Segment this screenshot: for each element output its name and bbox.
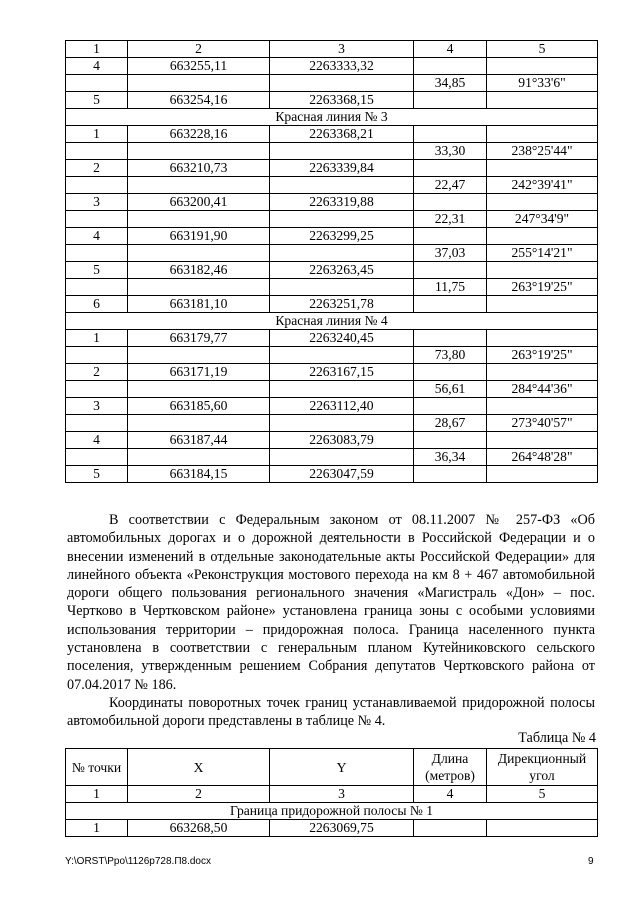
length-cell [414,398,487,415]
column-number: 4 [414,786,487,803]
header-point-number: № точки [66,749,128,786]
y-coordinate-cell: 2263112,40 [270,398,414,415]
y-coordinate-cell: 2263047,59 [270,466,414,483]
length-cell [414,194,487,211]
x-coordinate-cell: 663254,16 [128,92,270,109]
table-row [66,432,598,449]
segment-row [66,415,598,432]
length-cell [414,432,487,449]
x-coordinate-cell: 663268,50 [128,820,270,837]
length-cell: 56,61 [414,381,487,398]
direction-angle-cell [487,262,598,279]
length-cell [414,160,487,177]
table-row [66,820,598,837]
column-number: 5 [487,786,598,803]
column-number: 1 [66,786,128,803]
point-number-cell [66,75,128,92]
length-cell [414,92,487,109]
legal-basis-paragraph: В соответствии с Федеральным законом от 08.11.2007 № 257-ФЗ «Об автомобильных дорогах и о дорожной деятельности в Российской Федерации и о внесении изменений в отдельные законодательные акты Российской Федерации» для линейного объекта «Реконструкция мостового перехода на км 8 + 467 автомобильной дороги общего пользования регионального значения «Магистраль «Дон» – пос. Чертково в Чертковском районе» установлена граница зоны с особыми условиями использования территории – придорожная полоса. Граница населенного пункта установлена в соответствии с генеральным планом Кутейниковского сельского поселения, утвержденным решением Собрания депутатов Чертковского района от 07.04.2017 № 186. [67,512,595,693]
column-number: 3 [270,41,414,58]
point-number-cell: 3 [66,398,128,415]
point-number-cell: 1 [66,330,128,347]
x-coordinate-cell: 663255,11 [128,58,270,75]
x-coordinate-cell: 663181,10 [128,296,270,313]
direction-angle-cell [487,820,598,837]
table-row [66,262,598,279]
y-coordinate-cell: 2263263,45 [270,262,414,279]
direction-angle-cell: 91°33'6" [487,75,598,92]
x-coordinate-cell: 663228,16 [128,126,270,143]
x-coordinate-cell [128,75,270,92]
point-number-cell [66,279,128,296]
length-cell: 34,85 [414,75,487,92]
header-x: X [128,749,270,786]
x-coordinate-cell: 663182,46 [128,262,270,279]
length-cell [414,330,487,347]
y-coordinate-cell: 2263368,15 [270,92,414,109]
table-row [66,126,598,143]
y-coordinate-cell [270,245,414,262]
y-coordinate-cell: 2263251,78 [270,296,414,313]
point-number-cell [66,415,128,432]
length-cell: 33,30 [414,143,487,160]
length-cell: 22,47 [414,177,487,194]
y-coordinate-cell [270,449,414,466]
x-coordinate-cell: 663210,73 [128,160,270,177]
point-number-cell [66,347,128,364]
length-cell [414,466,487,483]
direction-angle-cell [487,228,598,245]
segment-row [66,75,598,92]
segment-row [66,449,598,466]
x-coordinate-cell: 663187,44 [128,432,270,449]
length-cell: 28,67 [414,415,487,432]
table-row [66,296,598,313]
point-number-cell [66,177,128,194]
length-cell [414,296,487,313]
segment-row [66,381,598,398]
x-coordinate-cell: 663185,60 [128,398,270,415]
y-coordinate-cell [270,279,414,296]
direction-angle-cell [487,194,598,211]
section-title-row [66,803,598,820]
table-intro-paragraph: Координаты поворотных точек границ устанавливаемой придорожной полосы автомобильной дороги представлены в таблице № 4. [67,695,595,730]
direction-angle-cell: 284°44'36" [487,381,598,398]
x-coordinate-cell: 663179,77 [128,330,270,347]
column-number: 4 [414,41,487,58]
segment-row [66,279,598,296]
y-coordinate-cell: 2263069,75 [270,820,414,837]
direction-angle-cell [487,58,598,75]
point-number-cell [66,211,128,228]
y-coordinate-cell [270,415,414,432]
section-title: Красная линия № 4 [66,313,598,330]
section-title: Граница придорожной полосы № 1 [66,803,598,820]
direction-angle-cell [487,126,598,143]
point-number-cell: 4 [66,432,128,449]
point-number-cell: 3 [66,194,128,211]
x-coordinate-cell: 663171,19 [128,364,270,381]
y-coordinate-cell: 2263299,25 [270,228,414,245]
column-number: 3 [270,786,414,803]
y-coordinate-cell [270,347,414,364]
column-number: 5 [487,41,598,58]
length-cell: 37,03 [414,245,487,262]
direction-angle-cell [487,92,598,109]
direction-angle-cell: 242°39'41" [487,177,598,194]
y-coordinate-cell [270,75,414,92]
point-number-cell: 2 [66,160,128,177]
table-row [66,398,598,415]
direction-angle-cell: 264°48'28" [487,449,598,466]
point-number-cell [66,449,128,466]
length-cell: 36,34 [414,449,487,466]
x-coordinate-cell [128,279,270,296]
point-number-cell: 5 [66,262,128,279]
y-coordinate-cell [270,211,414,228]
length-cell: 22,31 [414,211,487,228]
x-coordinate-cell [128,211,270,228]
table-row [66,228,598,245]
roadside-strip-table [65,748,598,837]
x-coordinate-cell: 663200,41 [128,194,270,211]
segment-row [66,211,598,228]
table-row [66,92,598,109]
table-row [66,466,598,483]
table-row [66,364,598,381]
y-coordinate-cell: 2263333,32 [270,58,414,75]
point-number-cell: 6 [66,296,128,313]
header-y: Y [270,749,414,786]
direction-angle-cell: 255°14'21" [487,245,598,262]
y-coordinate-cell: 2263319,88 [270,194,414,211]
y-coordinate-cell: 2263083,79 [270,432,414,449]
direction-angle-cell: 273°40'57" [487,415,598,432]
table-caption: Таблица № 4 [518,730,596,746]
length-cell [414,126,487,143]
x-coordinate-cell [128,415,270,432]
column-number-row [66,786,598,803]
direction-angle-cell [487,364,598,381]
table-header-row [66,749,598,786]
footer-file-path: Y:\ORST\Рро\1126р728.П8.docx [65,856,211,867]
direction-angle-cell [487,466,598,483]
coordinates-table-body [66,41,598,483]
x-coordinate-cell [128,381,270,398]
length-cell: 73,80 [414,347,487,364]
point-number-cell: 2 [66,364,128,381]
point-number-cell: 4 [66,58,128,75]
column-number: 2 [128,786,270,803]
y-coordinate-cell: 2263167,15 [270,364,414,381]
table-row [66,330,598,347]
y-coordinate-cell [270,143,414,160]
table-row [66,58,598,75]
coordinates-table [65,40,598,483]
segment-row [66,177,598,194]
direction-angle-cell: 238°25'44" [487,143,598,160]
direction-angle-cell [487,330,598,347]
table-row [66,194,598,211]
direction-angle-cell: 263°19'25" [487,279,598,296]
page-number: 9 [588,856,594,867]
section-title: Красная линия № 3 [66,109,598,126]
column-number: 1 [66,41,128,58]
point-number-cell [66,381,128,398]
section-title-row [66,313,598,330]
x-coordinate-cell: 663184,15 [128,466,270,483]
x-coordinate-cell [128,347,270,364]
x-coordinate-cell [128,245,270,262]
column-number: 2 [128,41,270,58]
table-row [66,160,598,177]
length-cell [414,228,487,245]
direction-angle-cell: 247°34'9" [487,211,598,228]
x-coordinate-cell: 663191,90 [128,228,270,245]
header-length: Длина (метров) [414,749,487,786]
y-coordinate-cell: 2263240,45 [270,330,414,347]
length-cell: 11,75 [414,279,487,296]
header-direction-angle: Дирекционный угол [487,749,598,786]
y-coordinate-cell: 2263368,21 [270,126,414,143]
y-coordinate-cell [270,177,414,194]
point-number-cell: 5 [66,92,128,109]
segment-row [66,347,598,364]
direction-angle-cell [487,398,598,415]
x-coordinate-cell [128,143,270,160]
point-number-cell [66,143,128,160]
point-number-cell: 1 [66,126,128,143]
length-cell [414,364,487,381]
segment-row [66,143,598,160]
length-cell [414,262,487,279]
point-number-cell: 4 [66,228,128,245]
point-number-cell: 1 [66,820,128,837]
section-title-row [66,109,598,126]
column-number-row [66,41,598,58]
y-coordinate-cell: 2263339,84 [270,160,414,177]
point-number-cell [66,245,128,262]
direction-angle-cell [487,432,598,449]
point-number-cell: 5 [66,466,128,483]
length-cell [414,820,487,837]
length-cell [414,58,487,75]
x-coordinate-cell [128,449,270,466]
x-coordinate-cell [128,177,270,194]
direction-angle-cell: 263°19'25" [487,347,598,364]
segment-row [66,245,598,262]
y-coordinate-cell [270,381,414,398]
direction-angle-cell [487,296,598,313]
direction-angle-cell [487,160,598,177]
